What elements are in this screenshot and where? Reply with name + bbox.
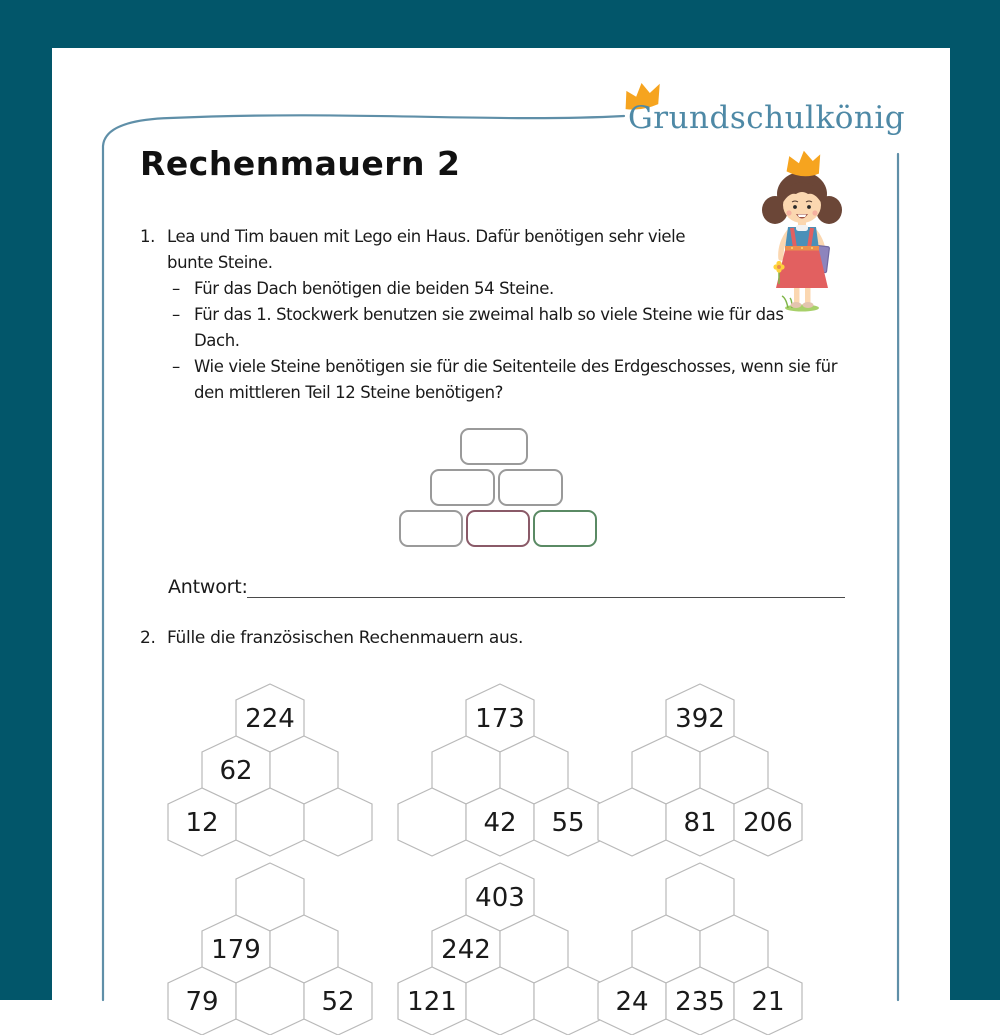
brick-cell: [533, 510, 597, 547]
brick-cell: [460, 428, 528, 465]
hex-value: 242: [441, 935, 491, 965]
answer-blank-line: [247, 596, 845, 598]
hex-value: 173: [475, 704, 525, 734]
hex-pyramid: [398, 684, 602, 856]
brand-logo: [618, 76, 918, 146]
worksheet-title: Rechenmauern 2: [140, 144, 461, 183]
answer-label: Antwort:: [168, 576, 248, 598]
task1-line: – Wie viele Steine benötigen sie für die Seitenteile des Erdgeschosses, wenn sie für: [172, 357, 838, 376]
princess-crown-icon: [785, 149, 822, 178]
hex-value: 81: [683, 808, 717, 838]
hex-value: 79: [185, 987, 219, 1017]
task1-text-block: [140, 224, 915, 406]
task1-line: – Für das Dach benötigen die beiden 54 Steine.: [172, 279, 554, 298]
hex-value: 206: [743, 808, 793, 838]
task2-text: [140, 628, 523, 648]
hex-value: 179: [211, 935, 261, 965]
hex-value: 12: [185, 808, 219, 838]
hex-value: 403: [475, 883, 525, 913]
task1-line: 1. Lea und Tim bauen mit Lego ein Haus. Dafür benötigen sehr viele: [140, 227, 686, 246]
brick-cell: [498, 469, 563, 506]
hex-value: 42: [483, 808, 517, 838]
hex-value: 235: [675, 987, 725, 1017]
hex-pyramid: [598, 863, 802, 1035]
brick-cell: [399, 510, 463, 547]
worksheet-page: [52, 48, 950, 1017]
hex-pyramid: [168, 863, 372, 1035]
task1-line: bunte Steine.: [167, 253, 273, 272]
hex-pyramid: [398, 863, 602, 1035]
brick-cell: [430, 469, 495, 506]
answer-row: [168, 576, 868, 606]
hex-value: 24: [615, 987, 649, 1017]
brand-name: Grundschulkönig: [628, 100, 906, 136]
hex-pyramid: [168, 684, 372, 856]
hex-value: 52: [321, 987, 355, 1017]
task1-line: den mittleren Teil 12 Steine benötigen?: [194, 383, 504, 402]
hex-value: 121: [407, 987, 457, 1017]
task1-line: Dach.: [194, 331, 240, 350]
hex-value: 62: [219, 756, 253, 786]
brick-cell: [466, 510, 530, 547]
task2-number: 2.: [140, 628, 156, 648]
hex-value: 224: [245, 704, 295, 734]
hex-value: 55: [551, 808, 585, 838]
task2-instruction: Fülle die französischen Rechenmauern aus.: [167, 628, 524, 648]
hex-pyramid: [598, 684, 802, 856]
task1-line: – Für das 1. Stockwerk benutzen sie zweimal halb so viele Steine wie für das: [172, 305, 784, 324]
hex-value: 392: [675, 704, 725, 734]
hex-value: 21: [751, 987, 785, 1017]
